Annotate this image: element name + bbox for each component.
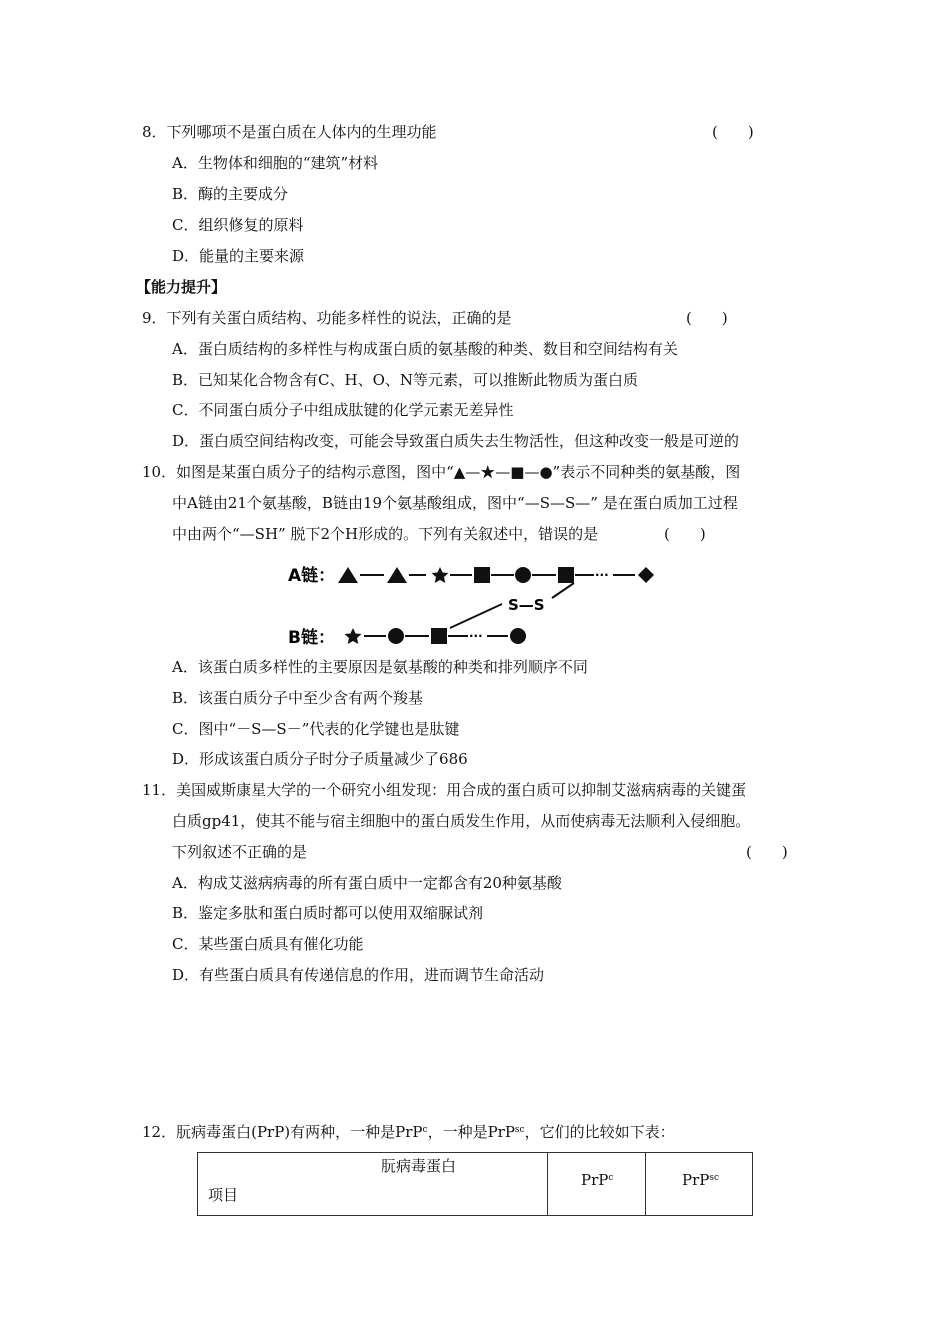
table-header-item: 项目 bbox=[208, 1186, 239, 1204]
q8-option-d: D．能量的主要来源 bbox=[172, 247, 305, 265]
chain-a-square-2 bbox=[558, 567, 574, 583]
svg-text:···: ··· bbox=[595, 568, 609, 582]
q8-option-a: A．生物体和细胞的“建筑”材料 bbox=[172, 154, 379, 172]
q8-option-b: B．酶的主要成分 bbox=[172, 185, 289, 203]
chain-b-circle-2 bbox=[510, 628, 526, 644]
chain-a-square-1 bbox=[474, 567, 490, 583]
q11-stem-line2: 白质gp41，使其不能与宿主细胞中的蛋白质发生作用，从而使病毒无法顺利入侵细胞。 bbox=[172, 812, 751, 830]
table-header-prpc: PrP$^c$ bbox=[581, 1171, 614, 1189]
q9-option-b: B．已知某化合物含有C、H、O、N等元素，可以推断此物质为蛋白质 bbox=[172, 371, 639, 389]
chain-a-diamond bbox=[638, 567, 654, 583]
q11-stem-line1: 11．美国威斯康星大学的一个研究小组发现：用合成的蛋白质可以抑制艾滋病病毒的关键蛋 bbox=[142, 781, 747, 799]
q11-option-b: B．鉴定多肽和蛋白质时都可以使用双缩脲试剂 bbox=[172, 904, 484, 922]
q12-stem-after: ，它们的比较如下表： bbox=[524, 1123, 675, 1141]
q12-stem-before: 12．朊病毒蛋白(PrP)有两种，一种是PrP bbox=[142, 1123, 423, 1141]
q12-sup-c: c bbox=[422, 1125, 428, 1135]
q9-option-d: D．蛋白质空间结构改变，可能会导致蛋白质失去生物活性，但这种改变一般是可逆的 bbox=[172, 432, 740, 450]
q10-option-a: A．该蛋白质多样性的主要原因是氨基酸的种类和排列顺序不同 bbox=[172, 658, 588, 676]
q9-stem: 9．下列有关蛋白质结构、功能多样性的说法，正确的是 bbox=[142, 309, 512, 327]
q8-stem: 8．下列哪项不是蛋白质在人体内的生理功能 bbox=[142, 123, 437, 141]
q9-option-c: C．不同蛋白质分子中组成肽键的化学元素无差异性 bbox=[172, 401, 514, 419]
q11-stem-line3: 下列叙述不正确的是 bbox=[172, 843, 308, 861]
chain-b-circle-1 bbox=[388, 628, 404, 644]
disulfide-bond-label: S—S bbox=[508, 596, 545, 614]
chain-b-star bbox=[345, 628, 362, 644]
table-header-prpsc: PrP$^{sc}$ bbox=[682, 1171, 720, 1189]
q10-stem-line2: 中A链由21个氨基酸，B链由19个氨基酸组成，图中“—S—S—” 是在蛋白质加工过程 bbox=[172, 494, 738, 512]
section-title: 【能力提升】 bbox=[136, 278, 227, 296]
chain-a-triangle-1 bbox=[338, 567, 358, 583]
q10-option-b: B．该蛋白质分子中至少含有两个羧基 bbox=[172, 689, 424, 707]
chain-b-label: B链： bbox=[288, 628, 335, 648]
svg-text:···: ··· bbox=[469, 629, 483, 643]
q10-option-d: D．形成该蛋白质分子时分子质量减少了686 bbox=[172, 750, 468, 768]
q12-sup-sc: sc bbox=[514, 1125, 525, 1135]
q9-option-a: A．蛋白质结构的多样性与构成蛋白质的氨基酸的种类、数目和空间结构有关 bbox=[172, 340, 678, 358]
q11-option-d: D．有些蛋白质具有传递信息的作用，进而调节生命活动 bbox=[172, 966, 545, 984]
chain-a-label: A链： bbox=[288, 566, 336, 586]
table-header-prion: 朊病毒蛋白 bbox=[381, 1157, 457, 1175]
prion-comparison-table bbox=[197, 1152, 753, 1216]
q10-answer-paren: ( ) bbox=[664, 525, 706, 543]
q11-option-a: A．构成艾滋病病毒的所有蛋白质中一定都含有20种氨基酸 bbox=[172, 874, 562, 892]
protein-structure-diagram bbox=[280, 556, 660, 656]
q8-answer-paren: ( ) bbox=[712, 123, 754, 141]
q9-answer-paren: ( ) bbox=[686, 309, 728, 327]
q12-stem bbox=[142, 1122, 675, 1142]
chain-a-circle bbox=[515, 567, 531, 583]
q8-option-c: C．组织修复的原料 bbox=[172, 216, 304, 234]
q10-stem-line3: 中由两个“—SH” 脱下2个H形成的。下列有关叙述中，错误的是 bbox=[172, 525, 599, 543]
q12-stem-mid: ，一种是PrP bbox=[427, 1123, 515, 1141]
chain-a-star bbox=[432, 567, 449, 583]
q10-stem-line1: 10．如图是某蛋白质分子的结构示意图，图中“▲—★—■—●”表示不同种类的氨基酸，图 bbox=[142, 463, 741, 481]
q10-option-c: C．图中“－S—S－”代表的化学键也是肽键 bbox=[172, 720, 460, 738]
q11-answer-paren: ( ) bbox=[746, 843, 788, 861]
chain-b-square bbox=[431, 628, 447, 644]
chain-a-triangle-2 bbox=[387, 567, 407, 583]
q11-option-c: C．某些蛋白质具有催化功能 bbox=[172, 935, 364, 953]
